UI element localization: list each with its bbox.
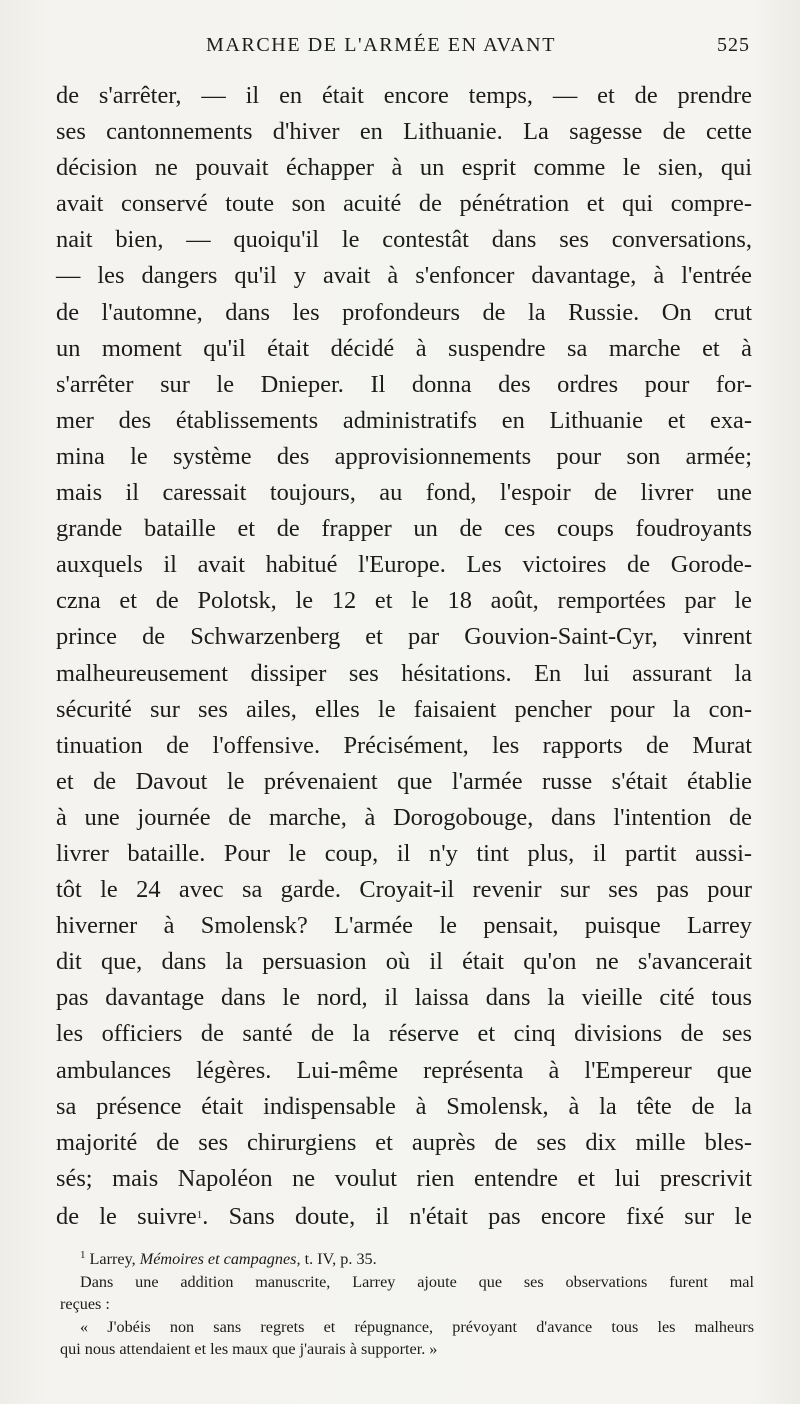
text-line: dit que, dans la persuasion où il était qu'on ne s'avancerait: [56, 948, 752, 976]
text-line: nait bien, — quoiqu'il le contestât dans ses conversations,: [56, 226, 752, 254]
text-line: de l'automne, dans les profondeurs de la Russie. On crut: [56, 298, 752, 326]
footnote-author: Larrey,: [89, 1250, 136, 1268]
text-line: majorité de ses chirurgiens et auprès de ses dix mille bles-: [56, 1128, 752, 1156]
running-head: MARCHE DE L'ARMÉE EN AVANT: [206, 34, 557, 56]
footnote-2-line: reçues :: [60, 1295, 110, 1314]
text-fragment: . Sans doute, il n'était pas encore fixé sur le: [202, 1202, 752, 1230]
text-line: tinuation de l'offensive. Précisément, les rapports de Murat: [56, 731, 752, 759]
body-text: [56, 78, 752, 1235]
text-line: avait conservé toute son acuité de pénétration et qui compre-: [56, 190, 752, 218]
text-line: auxquels il avait habitué l'Europe. Les victoires de Gorode-: [56, 551, 752, 579]
text-line: ambulances légères. Lui-même représenta à l'Empereur que: [56, 1056, 752, 1084]
footnote-3-line: qui nous attendaient et les maux que j'aurais à supporter. »: [60, 1340, 438, 1359]
text-line: livrer bataille. Pour le coup, il n'y tint plus, il partit aussi-: [56, 839, 752, 867]
footnote-3-line: « J'obéis non sans regrets et répugnance, prévoyant d'avance tous les malheurs: [80, 1317, 754, 1336]
footnote-mark: 1: [80, 1249, 86, 1261]
text-line: mina le système des approvisionnements pour son armée;: [56, 442, 752, 470]
text-line: — les dangers qu'il y avait à s'enfoncer davantage, à l'entrée: [56, 262, 752, 290]
footnote-title: Mémoires et campagnes,: [139, 1250, 301, 1268]
text-line: grande bataille et de frapper un de ces coups foudroyants: [56, 515, 752, 543]
text-line: ses cantonnements d'hiver en Lithuanie. La sagesse de cette: [56, 118, 752, 146]
footnote-reference: 1: [196, 1208, 203, 1221]
text-line: mais il caressait toujours, au fond, l'espoir de livrer une: [56, 479, 752, 507]
footnotes: [60, 1244, 754, 1361]
text-line: prince de Schwarzenberg et par Gouvion-Saint-Cyr, vinrent: [56, 623, 752, 651]
text-line: de s'arrêter, — il en était encore temps, — et de prendre: [56, 82, 752, 109]
text-line: hiverner à Smolensk? L'armée le pensait, puisque Larrey: [56, 912, 752, 940]
text-line: sécurité sur ses ailes, elles le faisaient pencher pour la con-: [56, 695, 752, 723]
text-line: czna et de Polotsk, le 12 et le 18 août, remportées par le: [56, 587, 752, 615]
text-fragment: de le suivre: [56, 1202, 197, 1230]
text-line: malheureusement dissiper ses hésitations. En lui assurant la: [56, 659, 752, 687]
footnote-2-line: Dans une addition manuscrite, Larrey ajoute que ses observations furent mal: [80, 1272, 754, 1291]
footnote-ref: t. IV, p. 35.: [304, 1250, 377, 1268]
footnote-1: [60, 1244, 754, 1271]
text-line: à une journée de marche, à Dorogobouge, dans l'intention de: [56, 803, 752, 831]
text-line: sa présence était indispensable à Smolensk, à la tête de la: [56, 1092, 752, 1120]
text-line: mer des établissements administratifs en Lithuanie et exa-: [56, 406, 752, 434]
text-line: un moment qu'il était décidé à suspendre sa marche et à: [56, 334, 752, 362]
text-line: et de Davout le prévenaient que l'armée russe s'était établie: [56, 767, 752, 795]
text-line: s'arrêter sur le Dnieper. Il donna des ordres pour for-: [56, 370, 752, 398]
text-line: pas davantage dans le nord, il laissa dans la vieille cité tous: [56, 984, 752, 1012]
text-line: sés; mais Napoléon ne voulut rien entendre et lui prescrivit: [56, 1164, 752, 1192]
text-line: les officiers de santé de la réserve et cinq divisions de ses: [56, 1020, 752, 1048]
page-number: 525: [717, 34, 750, 56]
page-header: [56, 30, 756, 60]
text-line: décision ne pouvait échapper à un esprit comme le sien, qui: [56, 154, 752, 182]
text-line-last: [56, 1197, 752, 1235]
text-line: tôt le 24 avec sa garde. Croyait-il revenir sur ses pas pour: [56, 876, 752, 904]
